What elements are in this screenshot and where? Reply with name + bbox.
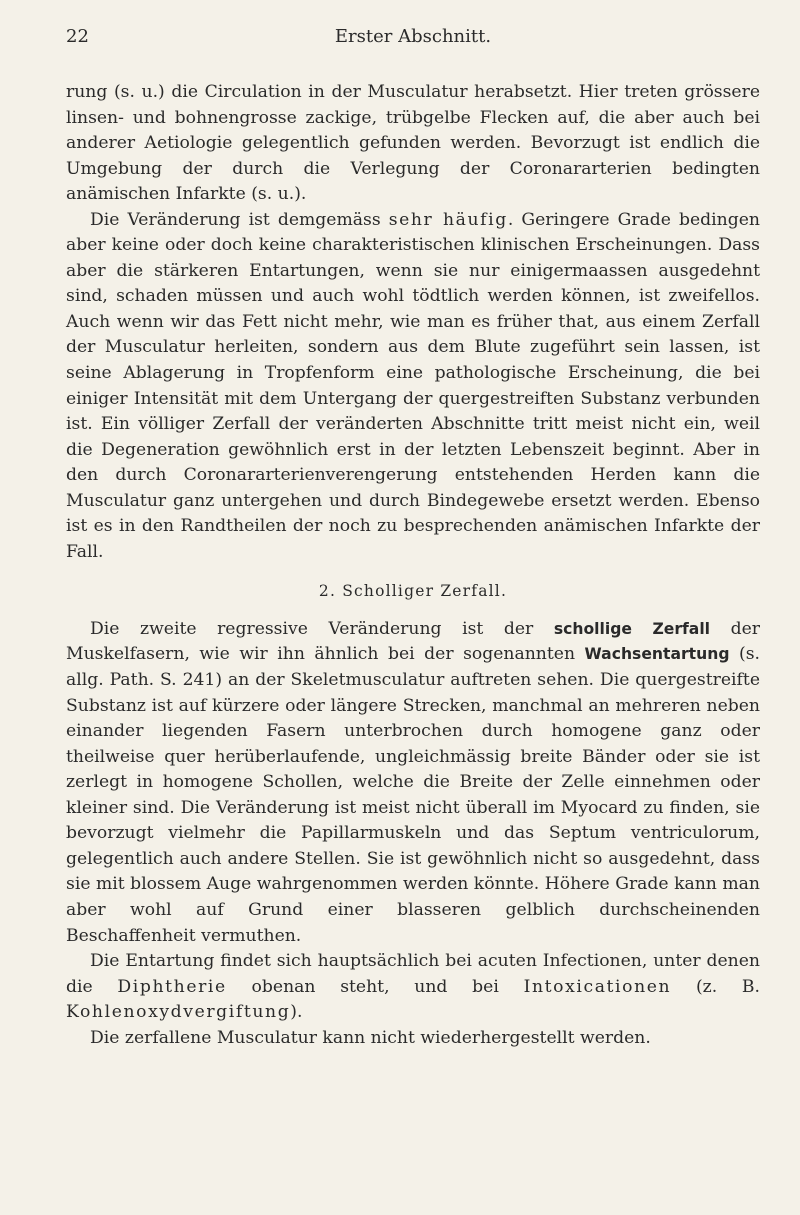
paragraph-4-text-b: obenan steht, und bei [226, 976, 524, 997]
section-heading: 2. Scholliger Zerfall. [318, 582, 508, 601]
book-page [66, 26, 760, 1051]
paragraph-2 [66, 208, 760, 566]
body-text [66, 80, 760, 1051]
paragraph-1-text: rung (s. u.) die Circulation in der Musculatur herabsetzt. Hier treten grössere linsen- und bohnengrosse zackige, trübgelbe Flecken auf, die aber auch bei anderer Aetiologie gelegentlich gefunden werden. Bevorzugt ist endlich die Umgebung der durch die Verlegung der Coronararterien bedingten anämischen Infarkte (s. u.). [66, 82, 760, 205]
paragraph-3-text-c: (s. allg. Path. S. 241) an der Skeletmusculatur auftreten sehen. Die quergestreifte Substanz ist auf kürzere oder längere Strecken, manchmal an mehreren neben einander liegenden Fasern unterbrochen durch homogene ganz oder theilweise quer herüberlaufende, ungleichmässig breite Bänder oder sie ist zerlegt in homogene Schollen, welche die Breite der Zelle einnehmen oder kleiner sind. Die Veränderung ist meist nicht überall im Myocard zu finden, sie bevorzugt vielmehr die Papillarmuskeln und das Septum ventriculorum, gelegentlich auch andere Stellen. Sie ist gewöhnlich nicht so ausgedehnt, dass sie mit blossem Auge wahrgenommen werden könnte. Höhere Grade kann man aber wohl auf Grund einer blasseren gelblich durchscheinenden Beschaffenheit vermuthen. [66, 644, 760, 946]
paragraph-4-text-a: Die Entartung findet sich hauptsächlich bei acuten Infectionen, unter denen die [66, 951, 760, 997]
paragraph-3 [66, 617, 760, 949]
running-title: Erster Abschnitt. [334, 26, 492, 47]
paragraph-3-text-b: der Muskelfasern, wie wir ihn ähnlich bei der sogenannten [66, 618, 760, 665]
paragraph-1 [66, 80, 760, 208]
paragraph-2-text-a: Die Veränderung ist demgemäss [90, 209, 389, 230]
paragraph-4-spaced-term-2: Intoxicationen [523, 976, 672, 997]
page-header [66, 26, 760, 56]
paragraph-4-spaced-term-1: Diphtherie [117, 976, 227, 997]
paragraph-4-text-c: (z. B. [671, 976, 760, 997]
paragraph-2-text-b: . Geringere Grade bedingen aber keine oder doch keine charakteristischen klinischen Erscheinungen. Dass aber die stärkeren Entartungen, wenn sie nur einigermaassen ausgedehnt sind, schaden müssen und auch wohl tödtlich werden können, ist zweifellos. Auch wenn wir das Fett nicht mehr, wie man es früher that, aus einem Zerfall der Musculatur herleiten, sondern aus dem Blute zugeführt sein lassen, ist seine Ablagerung in Tropfenform eine pathologische Erscheinung, die bei einiger Intensität mit dem Untergang der quergestreiften Substanz verbunden ist. Ein völliger Zerfall der veränderten Abschnitte tritt meist nicht ein, weil die Degeneration gewöhnlich erst in der letzten Lebenszeit beginnt. Aber in den durch Coronararterienverengerung entstehenden Herden kann die Musculatur ganz untergehen und durch Bindegewebe ersetzt werden. Ebenso ist es in den Randtheilen der noch zu besprechenden anämischen Infarkte der Fall. [66, 209, 760, 562]
paragraph-3-bold-term-2: Wachsentartung [584, 645, 730, 664]
page-number: 22 [66, 26, 89, 47]
paragraph-2-emphasis: sehr häufig [388, 209, 508, 230]
paragraph-4 [66, 949, 760, 1026]
paragraph-3-text-a: Die zweite regressive Veränderung ist der [90, 618, 554, 639]
paragraph-4-spaced-term-3: Kohlenoxydvergiftung [66, 1002, 291, 1023]
paragraph-5 [66, 1026, 760, 1052]
paragraph-4-text-d: ). [290, 1002, 303, 1023]
paragraph-5-text: Die zerfallene Musculatur kann nicht wiederhergestellt werden. [90, 1027, 651, 1048]
paragraph-3-bold-term-1: schollige Zerfall [553, 619, 711, 638]
